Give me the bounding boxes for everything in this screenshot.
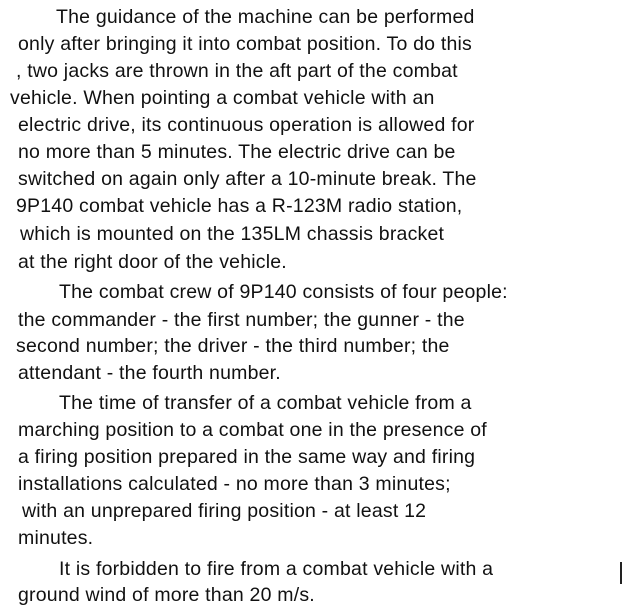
text-line: only after bringing it into combat position. To do this bbox=[18, 33, 472, 55]
text-line: minutes. bbox=[18, 527, 94, 549]
text-line: The guidance of the machine can be performed bbox=[56, 6, 475, 28]
text-line: vehicle. When pointing a combat vehicle with an bbox=[10, 87, 435, 109]
text-line: marching position to a combat one in the presence of bbox=[18, 419, 487, 441]
text-line: at the right door of the vehicle. bbox=[18, 251, 287, 273]
text-line: installations calculated - no more than 3 minutes; bbox=[18, 473, 451, 495]
text-line: second number; the driver - the third number; the bbox=[16, 335, 450, 357]
text-line: , two jacks are thrown in the aft part of the combat bbox=[16, 60, 458, 82]
text-line: the commander - the first number; the gunner - the bbox=[18, 309, 465, 331]
text-line: ground wind of more than 20 m/s. bbox=[18, 584, 315, 606]
text-line: The time of transfer of a combat vehicle from a bbox=[59, 392, 472, 414]
text-line: attendant - the fourth number. bbox=[18, 362, 281, 384]
text-line: 9P140 combat vehicle has a R-123M radio station, bbox=[16, 195, 463, 217]
text-line: a firing position prepared in the same way and firing bbox=[18, 446, 476, 468]
text-line: with an unprepared firing position - at least 12 bbox=[22, 500, 427, 522]
text-line: It is forbidden to fire from a combat vehicle with a bbox=[59, 558, 494, 580]
page-edge-mark bbox=[620, 562, 622, 584]
text-line: The combat crew of 9P140 consists of four people: bbox=[59, 281, 508, 303]
text-line: no more than 5 minutes. The electric drive can be bbox=[18, 141, 456, 163]
text-line: switched on again only after a 10-minute break. The bbox=[18, 168, 477, 190]
text-line: which is mounted on the 135LM chassis bracket bbox=[20, 223, 445, 245]
text-line: electric drive, its continuous operation is allowed for bbox=[18, 114, 475, 136]
